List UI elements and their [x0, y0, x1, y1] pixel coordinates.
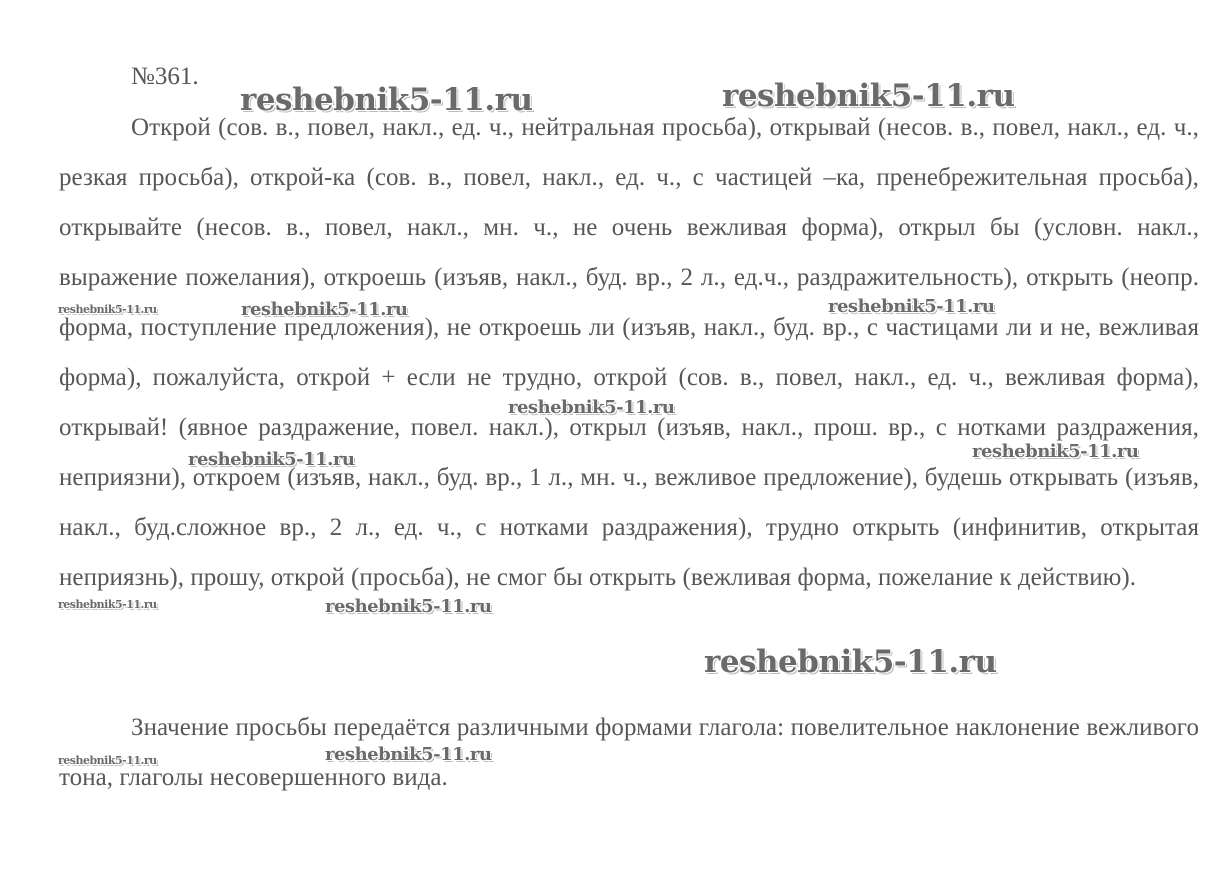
answer-paragraph: Открой (сов. в., повел, накл., ед. ч., нейтральная просьба), открывай (несов. в., повел, накл., ед. ч., резкая просьба), открой-ка (сов. в., повел, накл., ед. ч., с частицей –ка, пренебрежительная просьба), открывайте (несов. в., повел, накл., мн. ч., не очень вежливая форма), открыл бы (условн. накл., выражение пожелания), откроешь (изъяв, накл., буд. вр., 2 л., ед.ч., раздражительность), открыть (неопр. форма, поступление предложения), не откроешь ли (изъяв, накл., буд. вр., с частицами ли и не, вежливая форма), пожалуйста, открой + если не трудно, открой (сов. в., повел, накл., ед. ч., вежливая форма), открывай! (явное раздражение, повел. накл.), открыл (изъяв, накл., прош. вр., с нотками раздражения, неприязни), откроем (изъяв, накл., буд. вр., 1 л., мн. ч., вежливое предложение), будешь открывать (изъяв, накл., буд.сложное вр., 2 л., ед. ч., с нотками раздражения), трудно открыть (инфинитив, открытая неприязнь), прошу, открой (просьба), не смог бы открыть (вежливая форма, пожелание к действию).: [59, 114, 1199, 591]
conclusion-paragraph: Значение просьбы передаётся различными формами глагола: повелительное наклонение вежливого тона, глаголы несовершенного вида.: [59, 714, 1199, 791]
watermark-logo: reshebnik5-11.ru: [188, 449, 355, 470]
watermark-logo: reshebnik5-11.ru: [241, 299, 408, 320]
watermark-logo: reshebnik5-11.ru: [704, 644, 997, 680]
watermark-logo: reshebnik5-11.ru: [325, 596, 492, 617]
watermark-logo: reshebnik5-11.ru: [722, 78, 1015, 114]
watermark-logo: reshebnik5-11.ru: [325, 744, 492, 765]
watermark-logo: reshebnik5-11.ru: [508, 397, 675, 418]
watermark-logo: reshebnik5-11.ru: [972, 441, 1139, 462]
watermark-logo: reshebnik5-11.ru: [58, 754, 157, 767]
task-number: №361.: [131, 63, 199, 90]
watermark-logo: reshebnik5-11.ru: [58, 303, 157, 316]
watermark-logo: reshebnik5-11.ru: [828, 296, 995, 317]
watermark-logo: reshebnik5-11.ru: [240, 82, 533, 118]
watermark-logo: reshebnik5-11.ru: [58, 598, 157, 611]
